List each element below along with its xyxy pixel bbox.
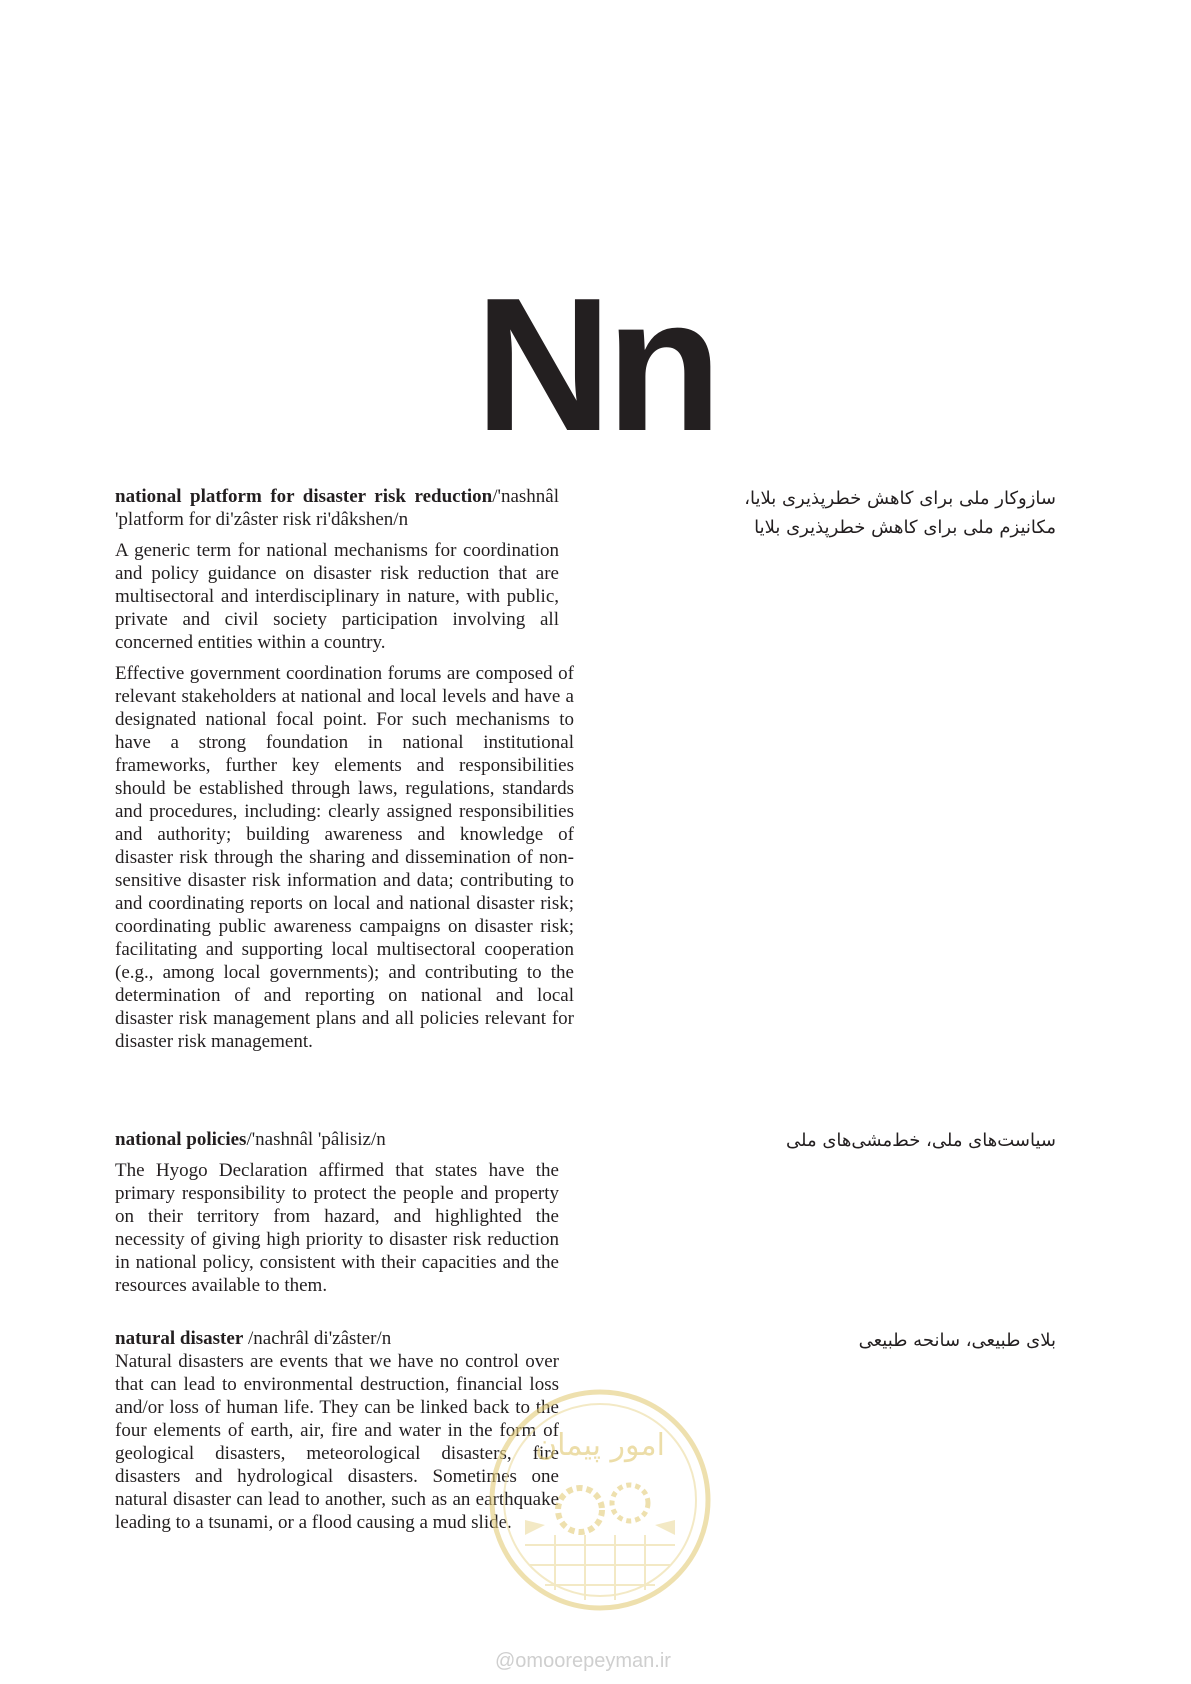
persian-translation: سیاست‌های ملی، خط‌مشی‌های ملی bbox=[786, 1130, 1056, 1151]
term-headword: natural disaster bbox=[115, 1328, 244, 1349]
entry-term bbox=[115, 1128, 559, 1151]
watermark-url: @omoorepeyman.ir bbox=[495, 1650, 671, 1672]
term-headword: national policies bbox=[115, 1129, 247, 1150]
term-pronunciation: /'nashnâl 'pâlisiz/n bbox=[246, 1129, 386, 1150]
watermark-logo bbox=[485, 1385, 715, 1615]
term-pronunciation: /'nashnâl 'platform for di'zâster risk ri'dâkshen/n bbox=[115, 486, 559, 530]
entry-definition: A generic term for national mechanisms for coordination and policy guidance on disaster risk reduction that are multisectoral and interdisciplinary in nature, with public, private and civil society participation involving all concerned entities within a country. bbox=[115, 540, 559, 653]
term-headword: national platform for disaster risk reduction bbox=[115, 486, 493, 507]
term-pronunciation: /nachrâl di'zâster/n bbox=[243, 1328, 392, 1349]
entry-term bbox=[115, 1327, 559, 1350]
persian-translation: بلای طبیعی، سانحه طبیعی bbox=[858, 1330, 1056, 1351]
entry-definition: Natural disasters are events that we have no control over that can lead to environmental destruction, financial loss and/or loss of human life. They can be linked back to the four elements of earth, air, fire and water in the form of geological disasters, meteorological disasters, fire disasters and hydrological disasters. Sometimes one natural disaster can lead to another, such as an earthquake leading to a tsunami, or a flood causing a mud slide. bbox=[115, 1351, 559, 1533]
persian-line: سازوکار ملی برای کاهش خطرپذیری بلایا، bbox=[744, 488, 1056, 509]
entry-paragraph: Effective government coordination forums are composed of relevant stakeholders at national and local levels and have a designated national focal point. For such mechanisms to have a strong foundation in national institutional frameworks, further key elements and responsibilities should be established through laws, regulations, standards and procedures, including: clearly assigned responsibilities and authority; building awareness and knowledge of disaster risk through the sharing and dissemination of non-sensitive disaster risk information and data; contributing to and coordinating reports on local and national disaster risk; coordinating public awareness campaigns on disaster risk; facilitating and supporting local multisectoral cooperation (e.g., among local governments); and contributing to the determination of and reporting on national and local disaster risk management plans and all policies relevant for disaster risk management. bbox=[115, 663, 574, 1052]
glossary-entry-national-platform bbox=[115, 485, 574, 1053]
persian-line: مکانیزم ملی برای کاهش خطرپذیری بلایا bbox=[754, 517, 1056, 538]
entry-term bbox=[115, 485, 559, 531]
watermark-logo-text: امور پیمان bbox=[535, 1428, 665, 1463]
persian-translation bbox=[744, 484, 1056, 542]
entry-definition: The Hyogo Declaration affirmed that states have the primary responsibility to protect the people and property on their territory from hazard, and highlighted the necessity of giving high priority to disaster risk reduction in national policy, consistent with their capacities and the resources available to them. bbox=[115, 1160, 559, 1296]
section-letter-heading: Nn bbox=[474, 259, 717, 471]
glossary-entry-national-policies bbox=[115, 1128, 559, 1297]
